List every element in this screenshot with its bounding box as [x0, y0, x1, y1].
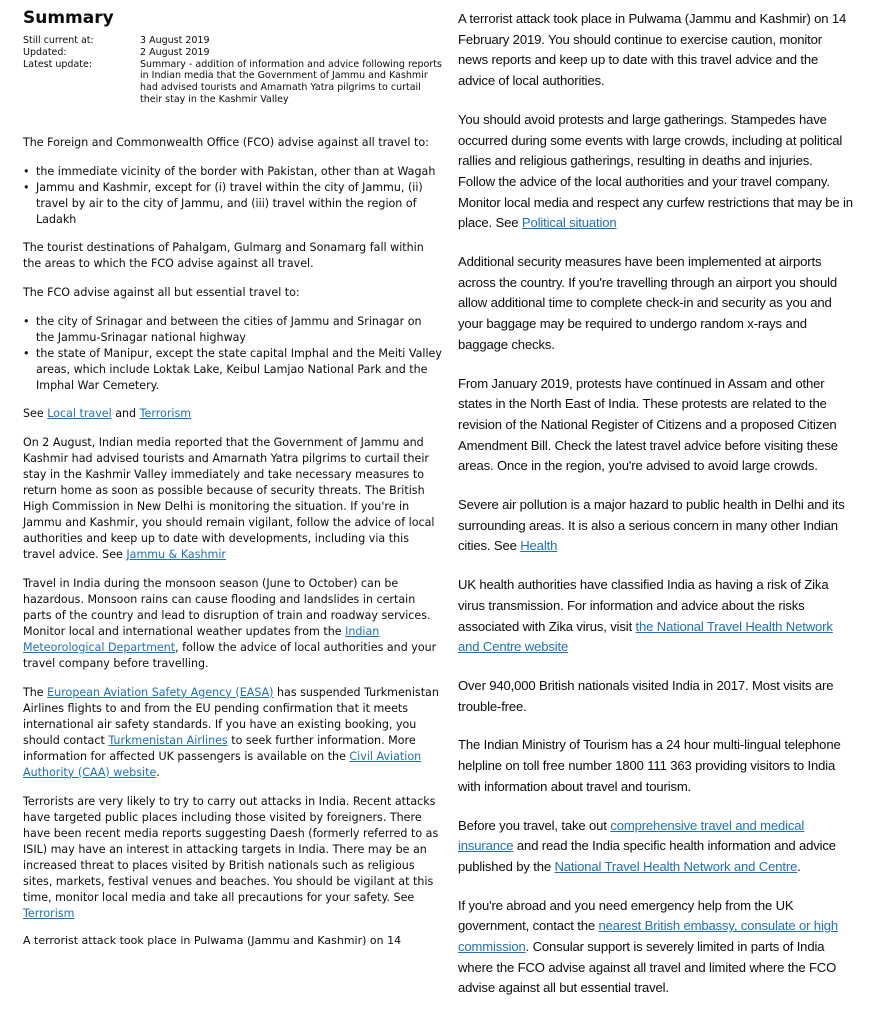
- terrorism-paragraph: [23, 794, 443, 922]
- air-pollution-paragraph: [458, 495, 853, 557]
- list-item: • Jammu and Kashmir, except for (i) travel within the city of Jammu, (ii) travel by air to the city of Jammu, and (iii) travel within the region of Ladakh: [36, 180, 443, 228]
- turkmenistan-airlines-link[interactable]: Turkmenistan Airlines: [108, 733, 228, 747]
- helpline-paragraph: The Indian Ministry of Tourism has a 24 hour multi-lingual telephone helpline on toll free number 1800 111 363 providing visitors to India with information about travel and tourism.: [458, 737, 841, 794]
- meta-value-latest-update: Summary - addition of information and advice following reports in Indian media that the Government of Jammu and Kashmir had advised tourists and Amarnath Yatra pilgrims to curtail their stay in the Kashmir Valley: [140, 58, 442, 105]
- list-item: • the state of Manipur, except the state capital Imphal and the Meiti Valley areas, which include Loktak Lake, Keibul Lamjao National Park and the Imphal War Cemetery.: [36, 346, 443, 394]
- see-also-paragraph: [23, 406, 443, 422]
- essential-travel-list: [23, 314, 443, 394]
- emergency-text: If you're abroad and you need emergency help from the UK government, contact the: [458, 897, 794, 934]
- aviation-paragraph: [23, 685, 443, 781]
- insurance-paragraph: [458, 816, 853, 878]
- nathnac-website-link[interactable]: the National Travel Health Network and Centre website: [458, 618, 833, 655]
- local-travel-link[interactable]: Local travel: [47, 406, 112, 420]
- jammu-kashmir-paragraph: [23, 435, 443, 563]
- summary-title: Summary: [23, 8, 114, 28]
- emergency-help-paragraph: [458, 896, 853, 1000]
- jammu-kashmir-link[interactable]: Jammu & Kashmir: [126, 547, 226, 561]
- right-column: [458, 9, 853, 1017]
- monsoon-text: Travel in India during the monsoon season (June to October) can be hazardous. Monsoon rains can cause flooding and landslides in certain parts of the country and lead to disruption of train and roadway services. Monitor local and international weather updates from the: [23, 576, 431, 638]
- terrorism-link[interactable]: Terrorism: [139, 406, 192, 420]
- insurance-text: and read the India specific health information and advice published by the: [458, 838, 836, 874]
- meta-label-still-current: Still current at:: [23, 35, 94, 46]
- jammu-kashmir-text: On 2 August, Indian media reported that the Government of Jammu and Kashmir had advised tourists and Amarnath Yatra pilgrims to curtail their stay in the Kashmir Valley immediately and take necessary measures to return home as soon as possible because of security threats. The British High Commission in New Delhi is monitoring the situation. If you're in Jammu and Kashmir, you should remain vigilant, follow the advice of local authorities and keep up to date with developments, including via this travel advice. See: [23, 435, 435, 561]
- all-travel-list: [23, 164, 443, 228]
- advise-essential-travel-intro: The FCO advise against all but essential travel to:: [23, 285, 300, 299]
- air-pollution-text: Severe air pollution is a major hazard to public health in Delhi and its surrounding areas. It is also a serious concern in many other Indian cities. See: [458, 497, 845, 554]
- advise-all-travel-intro: The Foreign and Commonwealth Office (FCO) advise against all travel to:: [23, 135, 429, 149]
- aviation-text: .: [156, 765, 160, 779]
- pulwama-paragraph: A terrorist attack took place in Pulwama (Jammu and Kashmir) on 14 February 2019. You should continue to exercise caution, monitor news reports and keep up to date with this travel advice and the advice of local authorities.: [458, 11, 847, 89]
- political-situation-link[interactable]: Political situation: [521, 215, 617, 231]
- meta-value-still-current: 3 August 2019: [140, 35, 210, 46]
- cutoff-line: A terrorist attack took place in Pulwama (Jammu and Kashmir) on 14: [23, 934, 402, 947]
- protests-paragraph: [458, 110, 853, 234]
- nathnac-link[interactable]: National Travel Health Network and Centre: [554, 858, 798, 874]
- meta-label-updated: Updated:: [23, 46, 67, 58]
- indian-meteorological-link[interactable]: Indian Meteorological Department: [23, 624, 380, 654]
- aviation-text: has suspended Turkmenistan Airlines flights to and from the EU pending confirmation that it meets international air safety standards. If you have an existing booking, you should contact: [23, 685, 439, 747]
- insurance-text: Before you travel, take out: [458, 817, 611, 833]
- meta-value-updated: 2 August 2019: [140, 46, 210, 58]
- monsoon-paragraph: [23, 576, 443, 672]
- terrorism-text: Terrorists are very likely to try to carry out attacks in India. Recent attacks have targeted public places including those visited by foreigners. There have been recent media reports suggesting Daesh (formerly referred to as ISIL) may have an interest in attacking targets in India. There may be an increased threat to places visited by British nationals such as religious sites, markets, festival venues and beaches. You should be vigilant at this time, monitor local media and take all precautions for your safety. See: [23, 794, 439, 904]
- see-text: See: [23, 406, 48, 420]
- tourist-destinations-paragraph: The tourist destinations of Pahalgam, Gulmarg and Sonamarg fall within the areas to which the FCO advise against all travel.: [23, 240, 424, 270]
- insurance-text: .: [797, 858, 801, 874]
- visitors-paragraph: Over 940,000 British nationals visited India in 2017. Most visits are trouble-free.: [458, 677, 834, 714]
- easa-link[interactable]: European Aviation Safety Agency (EASA): [47, 685, 274, 699]
- zika-text: UK health authorities have classified India as having a risk of Zika virus transmission. For information and advice about the risks associated with Zika virus, visit: [458, 577, 829, 634]
- left-column: [23, 8, 443, 935]
- update-metadata: [23, 35, 443, 106]
- meta-label-latest-update: Latest update:: [23, 58, 93, 70]
- north-east-protests-paragraph: From January 2019, protests have continued in Assam and other states in the North East of India. These protests are related to the revision of the National Register of Citizens and a proposed Citizen Amendment Bill. Check the latest travel advice before visiting these areas. Once in the region, you're advised to avoid large crowds.: [458, 375, 838, 474]
- zika-paragraph: [458, 575, 853, 658]
- emergency-text: . Consular support is severely limited in parts of India where the FCO advise against all travel and limited where the FCO advise against all but essential travel.: [458, 939, 837, 996]
- list-item: • the city of Srinagar and between the cities of Jammu and Srinagar on the Jammu-Srinagar national highway: [36, 314, 443, 346]
- and-text: and: [111, 406, 140, 420]
- list-item: • the immediate vicinity of the border with Pakistan, other than at Wagah: [36, 164, 443, 180]
- protests-text: You should avoid protests and large gatherings. Stampedes have occurred during some events with large crowds, including at political rallies and religious gatherings, resulting in deaths and injuries. Follow the advice of the local authorities and your travel company. Monitor local media and respect any curfew restrictions that may be in place. See: [458, 111, 853, 231]
- insurance-link[interactable]: comprehensive travel and medical insurance: [458, 817, 805, 854]
- embassy-link[interactable]: nearest British embassy, consulate or high commission: [458, 918, 838, 955]
- health-link[interactable]: Health: [520, 538, 558, 554]
- airport-security-paragraph: Additional security measures have been implemented at airports across the country. If you're travelling through an airport you should allow additional time to complete check-in and security as you and your baggage may be required to undergo random x-rays and baggage checks.: [458, 254, 837, 352]
- monsoon-text-end: , follow the advice of local authorities and your travel company before travelling.: [23, 640, 437, 670]
- aviation-text: to seek further information. More information for affected UK passengers is available on the: [23, 733, 416, 763]
- terrorism-link-2[interactable]: Terrorism: [23, 906, 75, 920]
- aviation-text: The: [23, 685, 48, 699]
- caa-website-link[interactable]: Civil Aviation Authority (CAA) website: [23, 749, 422, 779]
